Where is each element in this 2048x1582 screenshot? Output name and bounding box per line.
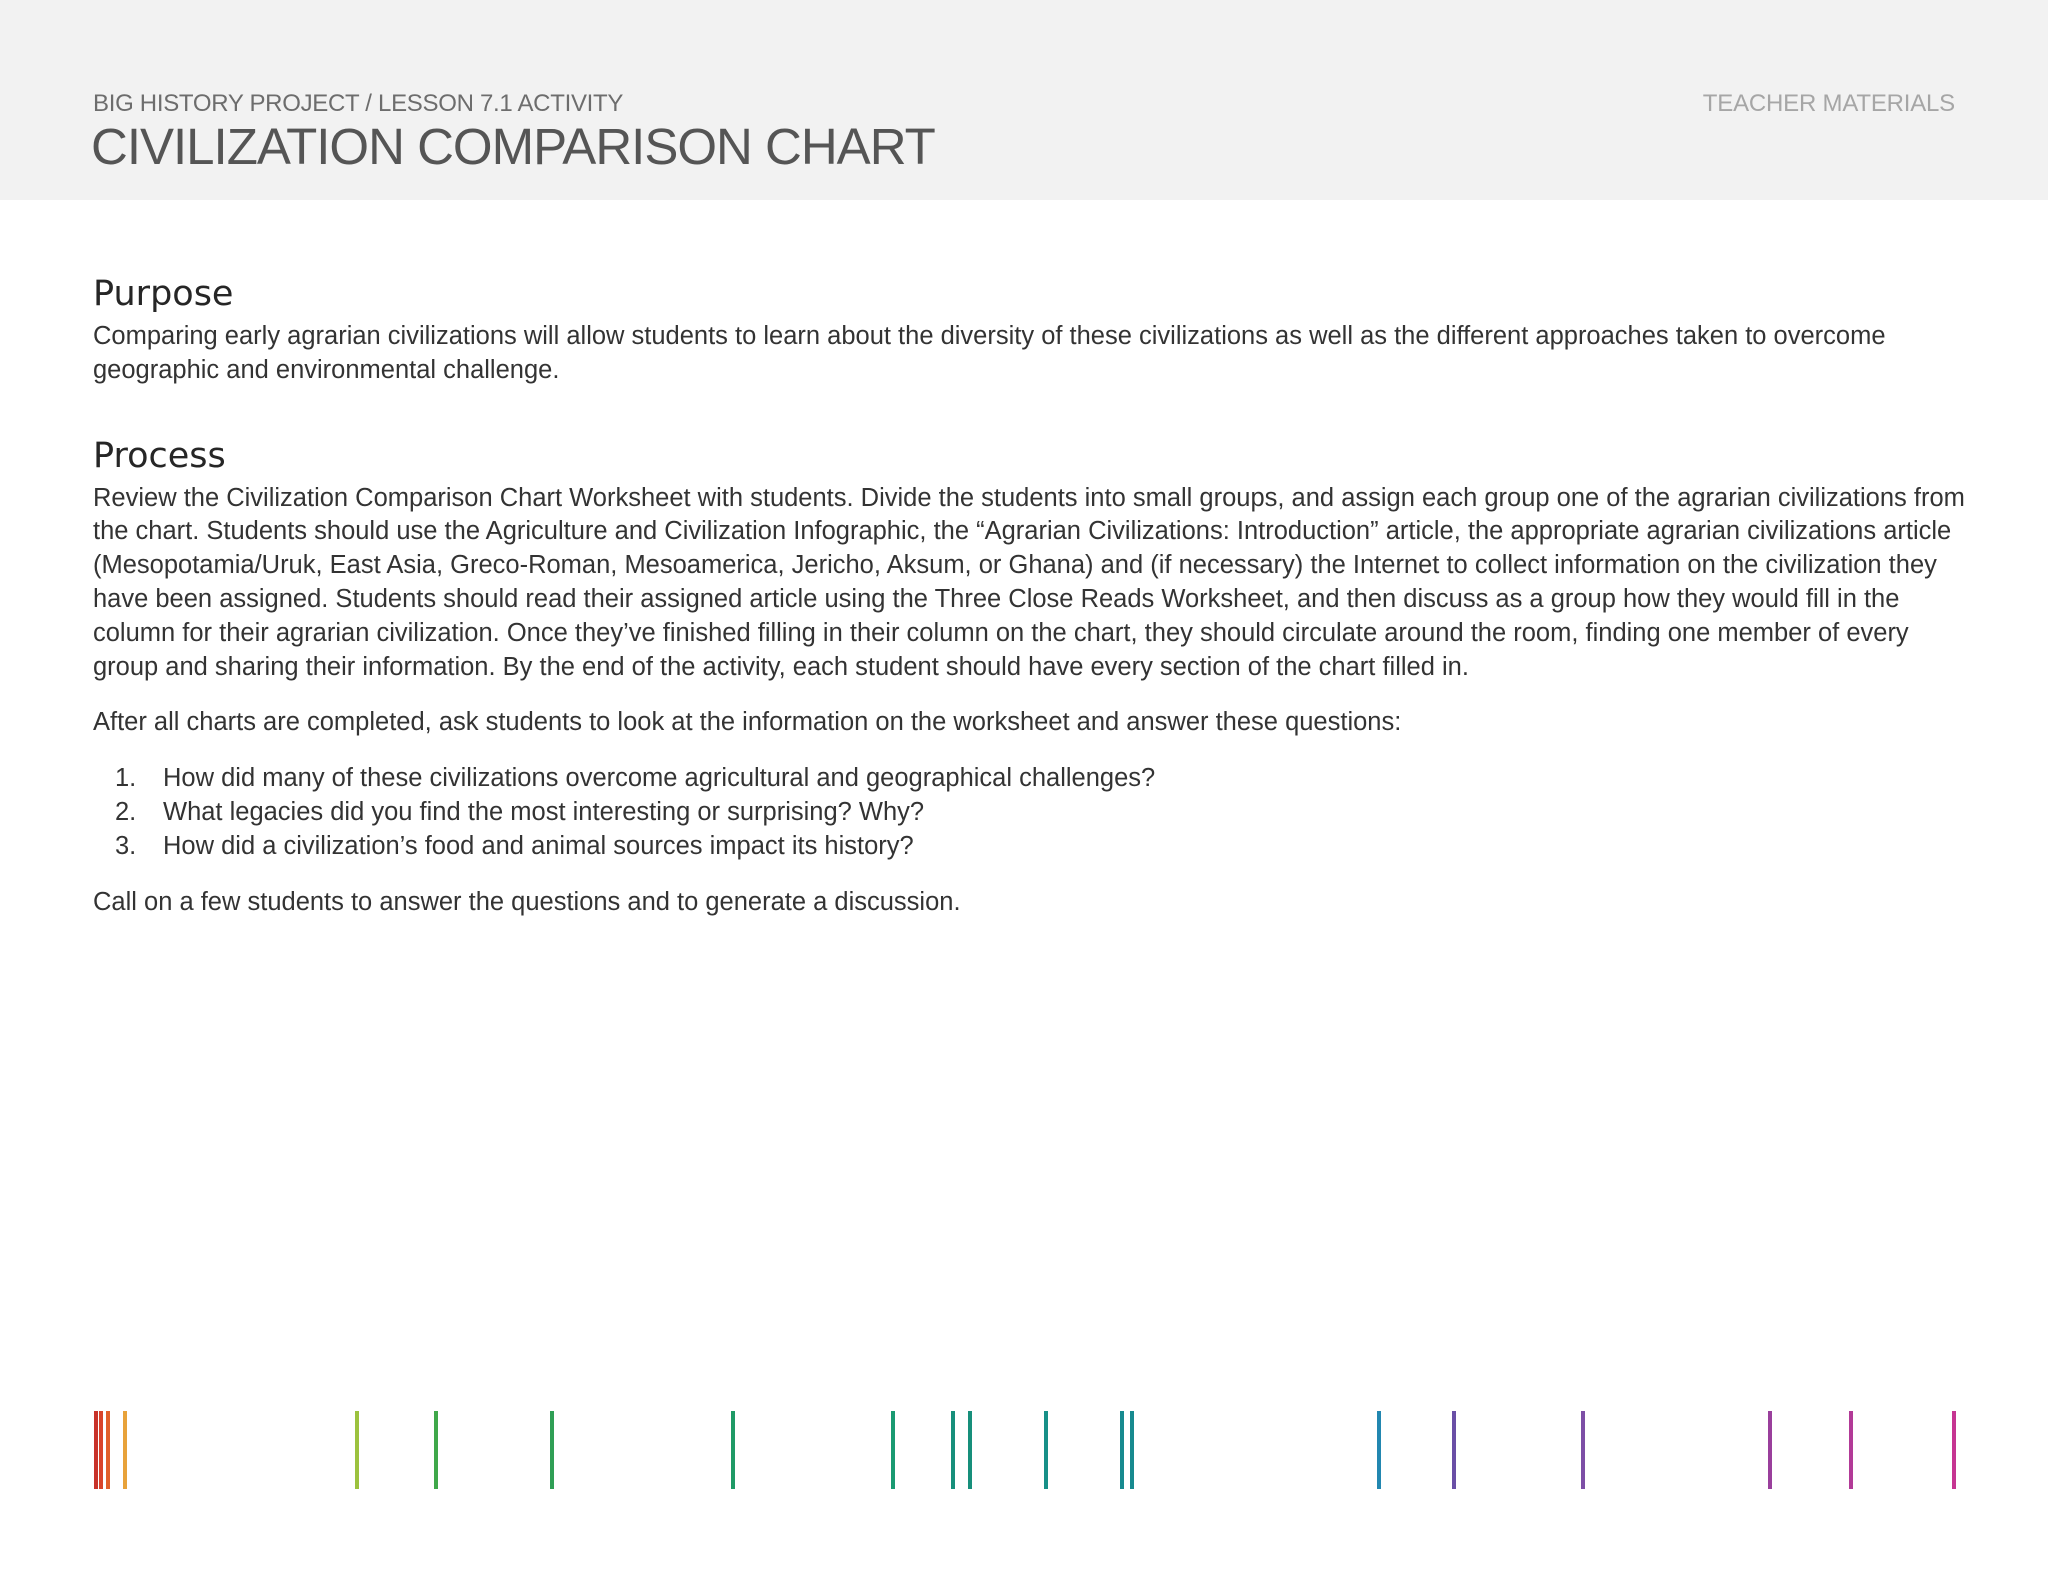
question-number: 3. — [115, 831, 137, 860]
timeline-bar — [1581, 1411, 1585, 1489]
closing-text: Call on a few students to answer the questions and to generate a discussion. — [93, 887, 961, 916]
page-header — [0, 0, 2048, 200]
question-number: 2. — [115, 797, 137, 826]
purpose-heading: Purpose — [93, 274, 234, 314]
timeline-bar — [1452, 1411, 1456, 1489]
question-text: What legacies did you find the most interesting or surprising? Why? — [163, 797, 925, 826]
list-item — [93, 830, 1973, 864]
list-item — [93, 762, 1973, 796]
timeline-bar — [550, 1411, 554, 1489]
timeline-bar — [951, 1411, 955, 1489]
timeline-bar — [968, 1411, 972, 1489]
timeline-bar — [1130, 1411, 1134, 1489]
audience-label: TEACHER MATERIALS — [1702, 90, 1955, 117]
timeline-bar — [94, 1411, 98, 1489]
timeline-bar — [1768, 1411, 1772, 1489]
question-number: 1. — [115, 764, 137, 793]
purpose-text: Comparing early agrarian civilizations will allow students to learn about the diversity of these civilizations as well as the different approaches taken to overcome geographic and environmental challenge. — [93, 322, 1886, 384]
timeline-bar — [1849, 1411, 1853, 1489]
timeline-bar — [106, 1411, 110, 1489]
question-text: How did many of these civilizations overcome agricultural and geographical challenges? — [163, 764, 1156, 793]
timeline-bar — [891, 1411, 895, 1489]
timeline-bar — [99, 1411, 103, 1489]
timeline-bar — [434, 1411, 438, 1489]
process-heading: Process — [93, 435, 226, 476]
process-text: Review the Civilization Comparison Chart Worksheet with students. Divide the students into small groups, and assign each group one of the agrarian civilizations from the chart. Students should use the Agriculture and Civilization Infographic, the “Agrarian Civilizations: Introduction” article, the appropriate agrarian civilizations article (Mesopotamia/Uruk, East Asia, Greco-Roman, Mesoamerica, Jericho, Aksum, or Ghana) and (if necessary) the Internet to collect information on the civilization they have been assigned. Students should read their assigned article using the Three Close Reads Worksheet, and then discuss as a group how they would fill in the column for their agrarian civilization. Once they’ve finished filling in their column on the chart, they should circulate around the room, finding one member of every group and sharing their information. By the end of the activity, each student should have every section of the chart filled in. — [93, 483, 1965, 681]
timeline-bar — [1120, 1411, 1124, 1489]
list-item — [93, 796, 1973, 830]
timeline-bar — [1044, 1411, 1048, 1489]
timeline-bar — [123, 1411, 127, 1489]
lesson-kicker: BIG HISTORY PROJECT / LESSON 7.1 ACTIVITY — [93, 90, 624, 117]
questions-list — [93, 762, 1973, 863]
question-text: How did a civilization’s food and animal sources impact its history? — [163, 831, 914, 860]
timeline-bar — [731, 1411, 735, 1489]
questions-intro: After all charts are completed, ask students to look at the information on the worksheet and answer these questions: — [93, 708, 1402, 737]
timeline-bar — [355, 1411, 359, 1489]
timeline-bar — [1952, 1411, 1956, 1489]
page-title: CIVILIZATION COMPARISON CHART — [91, 118, 935, 175]
timeline-bar — [1377, 1411, 1381, 1489]
main-content — [93, 268, 1973, 919]
